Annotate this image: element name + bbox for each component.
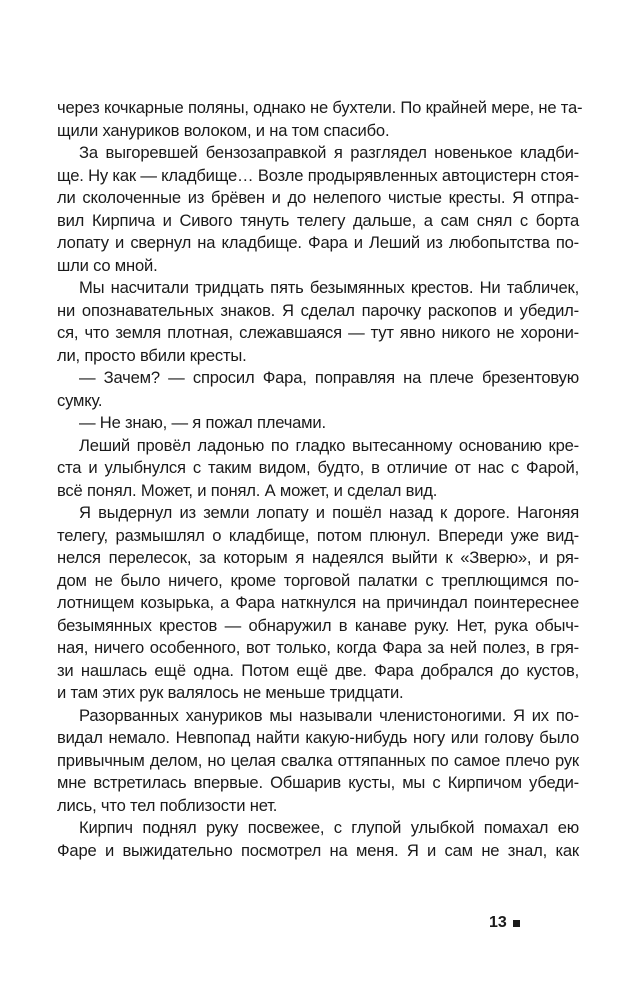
text-line: нелся перелесок, за которым я надеялся выйти к «Зверю», и ря- <box>57 548 579 567</box>
text-line: мне встретилась впервые. Обшарив кусты, мы с Кирпичом убеди- <box>57 773 579 792</box>
text-line: сумку. <box>57 390 103 410</box>
text-line: лись, что тел поблизости нет. <box>57 795 278 815</box>
text-line: ли сколоченные из брёвен и до нелепого чистые кресты. Я отпра- <box>57 188 579 207</box>
text-line: ли, просто вбили кресты. <box>57 345 247 365</box>
text-line: зи нашлась ещё одна. Потом ещё две. Фара добрался до кустов, <box>57 660 579 680</box>
text-line: через кочкарные поляны, однако не бухтели. По крайней мере, не та- <box>57 98 583 117</box>
page-number-label: 13 <box>489 914 507 931</box>
page-number <box>489 914 520 932</box>
text-line: дом не было ничего, кроме торговой палатки с треплющимся по- <box>57 570 579 590</box>
text-line: шли со мной. <box>57 255 158 275</box>
text-line: и там этих рук валялось не меньше тридцати. <box>57 683 404 702</box>
text-line: Леший провёл ладонью по гладко вытесанному основанию кре- <box>79 435 579 455</box>
text-line: Фаре и выжидательно посмотрел на меня. Я и сам не знал, как <box>57 840 579 860</box>
text-line: лопату и свернул на кладбище. Фара и Леший из любопытства по- <box>57 233 579 252</box>
text-line: щили хануриков волоком, и на том спасибо. <box>57 120 390 140</box>
text-line: Разорванных хануриков мы называли членистоногими. Я их по- <box>79 705 579 725</box>
text-line: телегу, размышлял о кладбище, потом плюнул. Впереди уже вид- <box>57 525 579 545</box>
text-line: вил Кирпича и Сивого тянуть телегу дальше, а сам снял с борта <box>57 210 579 230</box>
text-line: привычным делом, но целая свалка оттяпанных по самое плечо рук <box>57 750 579 770</box>
text-line: видал немало. Невпопад найти какую-нибудь ногу или голову было <box>57 728 579 747</box>
text-line: За выгоревшей бензозаправкой я разглядел новенькое кладби- <box>79 143 579 162</box>
text-line: ще. Ну как — кладбище… Возле продырявленных автоцистерн стоя- <box>57 165 580 185</box>
text-line: — Не знаю, — я пожал плечами. <box>79 413 326 432</box>
body-text <box>57 97 583 862</box>
text-line: Кирпич поднял руку посвежее, с глупой улыбкой помахал ею <box>79 818 579 837</box>
text-line: Я выдернул из земли лопату и пошёл назад к дороге. Нагоняя <box>79 503 579 522</box>
text-line: безымянных крестов — обнаружил в канаве руку. Нет, рука обыч- <box>57 615 579 635</box>
text-line: ста и улыбнулся с таким видом, будто, в отличие от нас с Фарой, <box>57 458 579 477</box>
text-line: ни опознавательных знаков. Я сделал парочку раскопов и убедил- <box>57 300 579 320</box>
text-line: — Зачем? — спросил Фара, поправляя на плече брезентовую <box>79 368 579 387</box>
text-line: Мы насчитали тридцать пять безымянных крестов. Ни табличек, <box>79 278 579 297</box>
text-line: лотнищем козырька, а Фара наткнулся на причиндал поинтереснее <box>57 593 579 612</box>
text-line: всё понял. Может, и понял. А может, и сделал вид. <box>57 480 438 500</box>
text-line: ся, что земля плотная, слежавшаяся — тут явно никого не хорони- <box>57 323 579 342</box>
square-marker-icon <box>513 920 520 927</box>
text-line: ная, ничего особенного, вот только, когда Фара за ней полез, в гря- <box>57 638 579 657</box>
